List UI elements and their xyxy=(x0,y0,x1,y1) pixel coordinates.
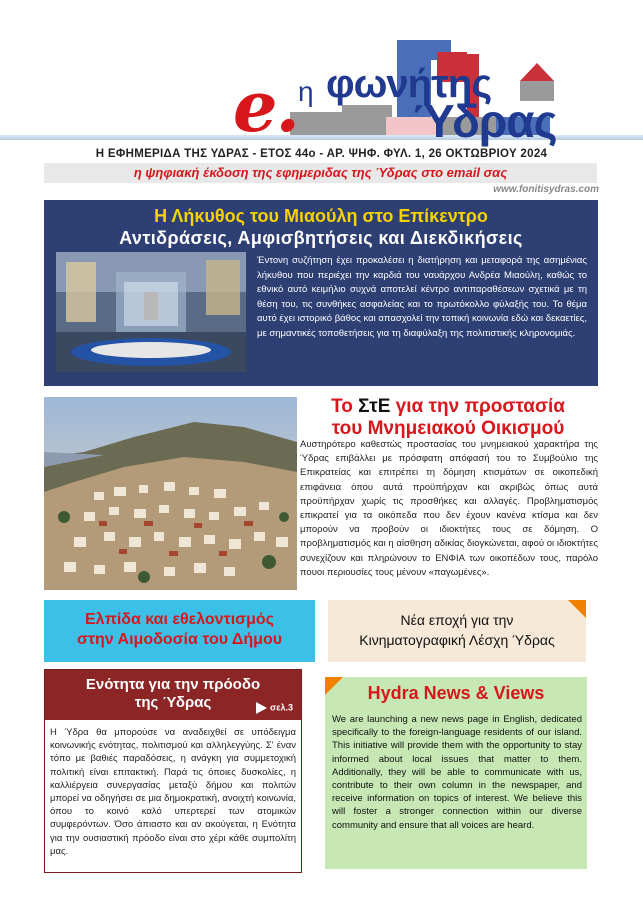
issue-info: Η ΕΦΗΜΕΡΙΔΑ ΤΗΣ ΥΔΡΑΣ - ΕΤΟΣ 44ο - ΑΡ. ΨΗΦ. ΦΥΛ. 1, 26 ΟΚΤΩΒΡΙΟΥ 2024 xyxy=(95,148,548,160)
cine-club-title xyxy=(328,610,586,650)
ste-title-post: για την προστασία xyxy=(390,396,565,417)
page-ref-label: σελ.3 xyxy=(270,702,293,713)
unity-title-line2: της Ύδρας xyxy=(134,694,212,711)
ste-text: Αυστηρότερο καθεστώς προστασίας του μνημειακού χαρακτήρα της Ύδρας επιβάλλει με πρόσφατη απόφασή του το Συμβούλιο της Επικρατείας και επιτρέπει τη δόμηση κτισμάτων σε οικοπεδική επιφάνεια όπου αυτά προϋπήρχαν και ακριβώς όπως αυτά προϋπήρχαν χωρίς τις προσθήκες και αλλαγές. Προβληματισμός επικρατεί για τα οικόπεδα που δεν έχουν κανένα κτίσμα και δεν μπορούν να προβούν οι ιδιοκτήτες τους σε δόμηση. Ο προβληματισμός και η αίσθηση αδικίας διογκώνεται, αφού οι ιδιοκτήτες συνεχίζουν και πληρώνουν το ΕΝΦΙΑ των οικοπέδων τους, παρόλο πουοι περιουσίες τους μένουν «παγωμένες». xyxy=(300,439,598,578)
play-arrow-icon xyxy=(256,702,267,714)
museum-photo xyxy=(56,252,246,372)
blood-donation-box[interactable] xyxy=(44,600,315,662)
logo-word-fonitis: φωνήτης xyxy=(326,62,492,106)
ste-title xyxy=(298,396,598,418)
unity-header xyxy=(45,670,301,720)
logo-article: η xyxy=(298,76,314,107)
hydra-news-box[interactable] xyxy=(325,677,587,869)
lead-subtitle: Αντιδράσεις, Αμφισβητήσεις και Διεκδικήσεις xyxy=(119,228,523,248)
hydra-news-title: Hydra News & Views xyxy=(367,683,545,703)
logo-letter-e: e. xyxy=(233,65,298,148)
website-link[interactable]: www.fonitisydras.com xyxy=(493,184,599,195)
lead-title: Η Λήκυθος του Μιαούλη στο Επίκεντρο xyxy=(154,206,488,226)
hydra-town-photo xyxy=(44,397,297,590)
cine-club-line1: Νέα εποχή για την xyxy=(400,612,514,628)
masthead xyxy=(0,0,643,150)
lead-article[interactable] xyxy=(44,200,598,386)
cine-club-box[interactable] xyxy=(328,600,586,662)
cine-club-line2: Κινηματογραφική Λέσχη Ύδρας xyxy=(359,632,555,648)
ste-title-highlight: ΣτΕ xyxy=(358,396,391,417)
lead-text: Έντονη συζήτηση έχει προκαλέσει η διατήρηση και μεταφορά της ασημένιας λήκυθου που περιέχει την καρδιά του ναυάρχου Ανδρέα Μιαούλη, καθώς το εθνικό αυτό κειμήλιο συχνά αποτελεί κέντρο αντιπαραθέσεων σχετικά με τη θέση του, τις συνθήκες ασφαλείας και το πρωτόκολλο φύλαξής του. Το θέμα αυτό έχει ιστορικό βάθος και απασχολεί την τοπική κοινωνία εδώ και δεκαετίες, με σημαντικές τοποθετήσεις για τη διαφύλαξη της πολιτιστικής κληρονομιάς. xyxy=(257,255,587,339)
page-ref[interactable] xyxy=(256,702,293,714)
ste-subtitle: του Μνημειακού Οικισμού xyxy=(331,418,565,439)
unity-text: Η Ύδρα θα μπορούσε να αναδειχθεί σε υπόδειγμα κοινωνικής ενότητας, πολιτισμού και αλληλεγγύης. Σ' έναν τόπο με βαθιές παραδόσεις, η ανάγκη για συμμετοχική πολιτική είναι επιτακτική. Παρά τις όποιες δυσκολίες, η καλλιέργεια συνεργασίας μεταξύ δήμου και πολιτών μπορεί να οδηγήσει σε μια δημοκρατική, ανοιχτή κοινωνία, όπου το κοινό καλό υπερτερεί των ατομικών συμφερόντων. Όσο άπιαστο και αν ακούγεται, η Ενότητα για την ουσιαστική πρόοδο είναι στο χέρι κάθε συμπολίτη μας. xyxy=(50,727,296,857)
hydra-news-text: We are launching a new news page in English, dedicated specifically to the foreign-language residents of our island. This initiative will provide them with the opportunity to stay informed about local issues that matter to them. Additionally, they will be able to communicate with us, contribute to their own column in the newspaper, and receive information on topics of interest. We believe this will foster a stronger connection within our diverse community and ensure that all voices are heard. xyxy=(332,714,582,831)
logo-word-ydras: Ύδρας xyxy=(412,95,557,147)
blood-donation-title xyxy=(44,610,315,650)
unity-article[interactable] xyxy=(44,669,302,873)
ste-title-pre: Το xyxy=(331,396,359,417)
tagline: η ψηφιακή έκδοση της εφημεριδας της Ύδρας στο email σας xyxy=(44,163,597,183)
blood-donation-line1: Ελπίδα και εθελοντισμός xyxy=(85,611,274,628)
unity-title-line1: Ενότητα για την πρόοδο xyxy=(85,676,261,693)
blood-donation-line2: στην Αιμοδοσία του Δήμου xyxy=(76,631,283,648)
